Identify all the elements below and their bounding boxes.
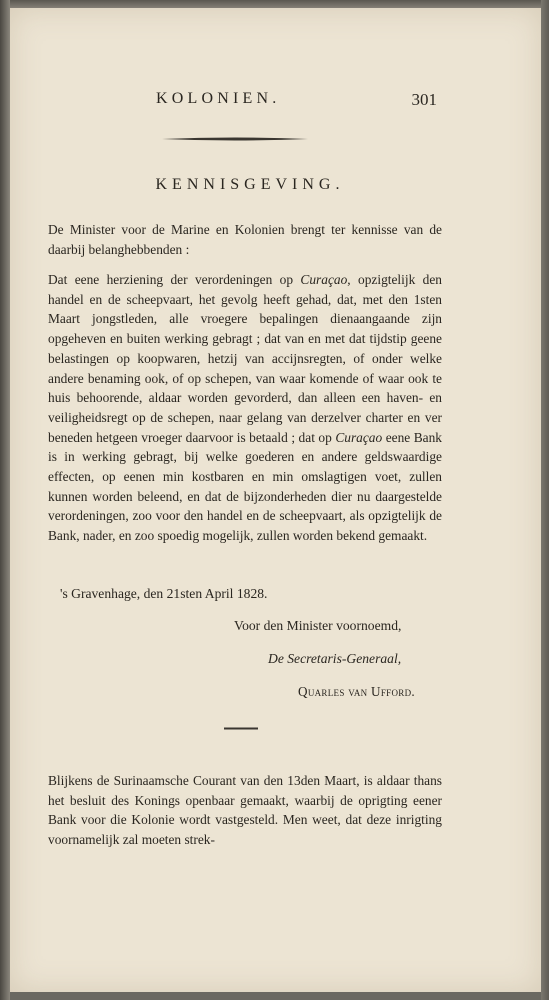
place-name-curacao: Curaçao: [300, 272, 348, 287]
closing-line: Voor den Minister voornoemd,: [234, 618, 402, 633]
notice-text-middle: , opzigtelijk den handel en de scheepvaart, het gevolg heeft gehad, dat, met den 1sten Maart jongstleden, alle vroegere bepalingen dienaangaande zijn opgeheven en buiten werking gebragt ; dat van en met dat tijdstip geene belastingen op koopwaren, hetzij van accijnsregten, of onder welke andere benaming ook, of op schepen, van waar komende of waar ook te huis behoorende, aldaar worden gevorderd, dan alleen een haven- en veiligheidsregt op de schepen, naar gelang van derzelver charter en ver beneden hetgeen vroeger daarvoor is betaald ; dat op: [48, 272, 442, 445]
running-head-title: KOLONIEN.: [156, 90, 281, 107]
section-divider: [224, 727, 258, 730]
ornamental-rule: [162, 136, 308, 142]
signature: Quarles van Ufford.: [298, 684, 415, 699]
notice-text-end: eene Bank is in werking gebragt, bij welke goederen en andere geldswaardige effecten, op eenen min kostbaren en min omslagtigen voet, zullen kunnen worden beleend, en dat de bijzonderheden dier nu daargestelde verordeningen, zoo voor den handel en de scheepvaart, als opzigtelijk de Bank, nader, en zoo spoedig mogelijk, zullen worden bekend gemaakt.: [48, 429, 442, 544]
book-page: [10, 8, 541, 992]
intro-text: De Minister voor de Marine en Kolonien brengt ter kennisse van de daarbij belanghebbenden :: [48, 222, 442, 257]
notice-heading: KENNISGEVING.: [155, 176, 345, 193]
notice-paragraph: [48, 270, 442, 546]
scan-background-left: [0, 0, 10, 1000]
running-head: [10, 90, 541, 114]
second-paragraph-text: Blijkens de Surinaamsche Courant van den 13den Maart, is aldaar thans het besluit des Konings openbaar gemaakt, waarbij de oprigting eener Bank voor die Kolonie wordt vastgesteld. Men weet, dat deze inrigting voornamelijk zal moeten strek-: [48, 773, 442, 848]
notice-text: [48, 270, 442, 546]
place-name-curacao: Curaçao: [335, 429, 383, 445]
page-edge: [541, 0, 549, 1000]
closing-title: De Secretaris-Generaal,: [268, 651, 402, 666]
second-paragraph: [48, 771, 442, 850]
notice-text-start: Dat eene herziening der verordeningen op: [48, 272, 301, 287]
dateline: 's Gravenhage, den 21sten April 1828.: [60, 586, 268, 601]
intro-paragraph: [48, 220, 442, 259]
page-number: 301: [411, 90, 437, 109]
